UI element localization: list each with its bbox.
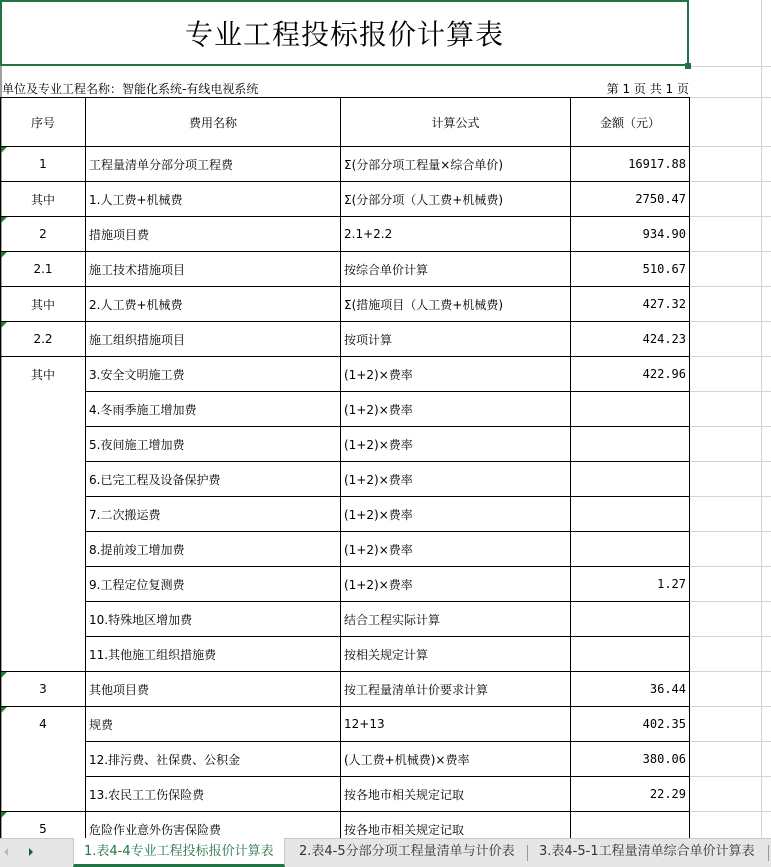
gridline: [689, 531, 771, 532]
sheet-tab-1[interactable]: 1.表4-4专业工程投标报价计算表: [73, 838, 285, 867]
prev-sheet-icon[interactable]: [4, 848, 8, 856]
cell-seq[interactable]: [1, 497, 86, 532]
cell-amount[interactable]: [571, 427, 690, 462]
cell-seq[interactable]: [1, 637, 86, 672]
cell-seq[interactable]: 4: [1, 707, 86, 742]
table-row: [1, 532, 690, 567]
cell-seq[interactable]: 2.2: [1, 322, 86, 357]
table-row: [1, 322, 690, 357]
cell-seq[interactable]: 其中: [1, 287, 86, 322]
cell-amount[interactable]: 510.67: [571, 252, 690, 287]
gridline: [689, 496, 771, 497]
gridline: [689, 776, 771, 777]
gridline: [689, 286, 771, 287]
cell-amount[interactable]: 402.35: [571, 707, 690, 742]
title-cell-selected[interactable]: [0, 0, 689, 66]
cell-formula[interactable]: Σ(分部分项工程量×综合单价): [341, 147, 571, 182]
sheet-tab-bar: [0, 838, 771, 867]
header-formula[interactable]: 计算公式: [341, 98, 571, 147]
cell-formula[interactable]: (1+2)×费率: [341, 392, 571, 427]
gridline: [689, 706, 771, 707]
header-seq[interactable]: 序号: [1, 98, 86, 147]
cell-amount[interactable]: 422.96: [571, 357, 690, 392]
next-sheet-icon[interactable]: [29, 848, 33, 856]
header-amount[interactable]: 金额（元）: [571, 98, 690, 147]
cell-formula[interactable]: 按项计算: [341, 322, 571, 357]
cell-formula[interactable]: (1+2)×费率: [341, 357, 571, 392]
cell-name[interactable]: 9.工程定位复测费: [86, 567, 341, 602]
table-row: [1, 602, 690, 637]
cell-formula[interactable]: 按综合单价计算: [341, 252, 571, 287]
gridline: [689, 636, 771, 637]
gridline: [689, 181, 771, 182]
cell-name[interactable]: 4.冬雨季施工增加费: [86, 392, 341, 427]
gridline: [689, 146, 771, 147]
cell-amount[interactable]: 380.06: [571, 742, 690, 777]
cell-seq[interactable]: [1, 462, 86, 497]
cell-seq[interactable]: [1, 532, 86, 567]
cell-formula[interactable]: (人工费+机械费)×费率: [341, 742, 571, 777]
cell-formula[interactable]: 2.1+2.2: [341, 217, 571, 252]
header-name[interactable]: 费用名称: [86, 98, 341, 147]
fill-handle[interactable]: [685, 63, 691, 69]
page-info: 第 1 页 共 1 页: [606, 82, 689, 96]
gridline: [689, 741, 771, 742]
cell-name[interactable]: 10.特殊地区增加费: [86, 602, 341, 637]
gridline: [689, 426, 771, 427]
cell-name[interactable]: 措施项目费: [86, 217, 341, 252]
cell-amount[interactable]: 16917.88: [571, 147, 690, 182]
error-indicator-icon: [1, 252, 7, 258]
error-indicator-icon: [1, 812, 7, 818]
cost-table: [0, 97, 690, 838]
gridline: [689, 97, 771, 98]
cell-name[interactable]: 11.其他施工组织措施费: [86, 637, 341, 672]
table-row: [1, 427, 690, 462]
gridline: [689, 216, 771, 217]
cell-amount[interactable]: [571, 532, 690, 567]
table-row: [1, 777, 690, 812]
table-row: [1, 147, 690, 182]
table-row: [1, 707, 690, 742]
table-row: [1, 497, 690, 532]
cell-amount[interactable]: 2750.47: [571, 182, 690, 217]
cell-name[interactable]: 3.安全文明施工费: [86, 357, 341, 392]
cell-seq[interactable]: 其中: [1, 357, 86, 392]
error-indicator-icon: [1, 322, 7, 328]
cell-name[interactable]: 12.排污费、社保费、公积金: [86, 742, 341, 777]
cell-formula[interactable]: (1+2)×费率: [341, 567, 571, 602]
cell-formula[interactable]: 12+13: [341, 707, 571, 742]
cell-name[interactable]: 13.农民工工伤保险费: [86, 777, 341, 812]
gridline: [689, 601, 771, 602]
table-row: [1, 252, 690, 287]
cell-seq[interactable]: 2.1: [1, 252, 86, 287]
cell-formula[interactable]: (1+2)×费率: [341, 497, 571, 532]
cell-seq[interactable]: [1, 742, 86, 777]
cell-seq[interactable]: [1, 567, 86, 602]
cell-name[interactable]: 施工技术措施项目: [86, 252, 341, 287]
page-title: 专业工程投标报价计算表: [184, 18, 504, 51]
gridline: [689, 251, 771, 252]
tab-separator: [527, 845, 528, 861]
sheet-tab-2[interactable]: 2.表4-5分部分项工程量清单与计价表: [299, 844, 515, 859]
table-row: [1, 357, 690, 392]
cell-amount[interactable]: 1.27: [571, 567, 690, 602]
cell-formula[interactable]: (1+2)×费率: [341, 462, 571, 497]
cell-formula[interactable]: 按相关规定计算: [341, 637, 571, 672]
cell-name[interactable]: 1.人工费+机械费: [86, 182, 341, 217]
error-indicator-icon: [1, 217, 7, 223]
cell-amount[interactable]: [571, 812, 690, 839]
cell-amount[interactable]: [571, 602, 690, 637]
error-indicator-icon: [1, 707, 7, 713]
table-row: [1, 217, 690, 252]
cell-amount[interactable]: [571, 497, 690, 532]
cell-name[interactable]: 6.已完工程及设备保护费: [86, 462, 341, 497]
cell-seq[interactable]: 3: [1, 672, 86, 707]
cell-name[interactable]: 危险作业意外伤害保险费: [86, 812, 341, 839]
cell-amount[interactable]: 22.29: [571, 777, 690, 812]
cell-formula[interactable]: Σ(措施项目（人工费+机械费): [341, 287, 571, 322]
cell-seq[interactable]: [1, 777, 86, 812]
gridline: [689, 66, 771, 67]
cell-formula[interactable]: (1+2)×费率: [341, 427, 571, 462]
cell-amount[interactable]: 36.44: [571, 672, 690, 707]
gridline: [689, 391, 771, 392]
table-row: [1, 392, 690, 427]
project-name-label: 单位及专业工程名称：智能化系统-有线电视系统: [2, 82, 259, 96]
table-row: [1, 182, 690, 217]
cell-amount[interactable]: [571, 462, 690, 497]
cell-seq[interactable]: 2: [1, 217, 86, 252]
gridline: [689, 461, 771, 462]
cell-name[interactable]: 规费: [86, 707, 341, 742]
table-row: [1, 812, 690, 839]
gridline: [689, 321, 771, 322]
table-row: [1, 672, 690, 707]
table-header-row: [1, 98, 690, 147]
cell-seq[interactable]: [1, 427, 86, 462]
table-row: [1, 287, 690, 322]
cell-amount[interactable]: [571, 637, 690, 672]
cell-name[interactable]: 其他项目费: [86, 672, 341, 707]
tab-separator: [768, 845, 769, 861]
error-indicator-icon: [1, 672, 7, 678]
cell-formula[interactable]: 按工程量清单计价要求计算: [341, 672, 571, 707]
cell-seq[interactable]: 5: [1, 812, 86, 839]
cell-name[interactable]: 8.提前竣工增加费: [86, 532, 341, 567]
subtitle-row: [2, 80, 689, 98]
table-row: [1, 742, 690, 777]
cell-formula[interactable]: 按各地市相关规定记取: [341, 777, 571, 812]
table-row: [1, 637, 690, 672]
gridline: [761, 0, 762, 838]
cell-seq[interactable]: [1, 392, 86, 427]
cell-name[interactable]: 7.二次搬运费: [86, 497, 341, 532]
gridline: [689, 671, 771, 672]
gridline: [689, 566, 771, 567]
cell-amount[interactable]: 424.23: [571, 322, 690, 357]
cell-seq[interactable]: 其中: [1, 182, 86, 217]
cell-formula[interactable]: 按各地市相关规定记取: [341, 812, 571, 839]
table-row: [1, 462, 690, 497]
cell-seq[interactable]: [1, 602, 86, 637]
gridline: [689, 356, 771, 357]
cell-amount[interactable]: 427.32: [571, 287, 690, 322]
table-row: [1, 567, 690, 602]
sheet-tab-3[interactable]: 3.表4-5-1工程量清单综合单价计算表: [539, 844, 755, 859]
cell-name[interactable]: 2.人工费+机械费: [86, 287, 341, 322]
cell-formula[interactable]: 结合工程实际计算: [341, 602, 571, 637]
gridline: [689, 811, 771, 812]
cell-name[interactable]: 施工组织措施项目: [86, 322, 341, 357]
cell-name[interactable]: 工程量清单分部分项工程费: [86, 147, 341, 182]
cell-amount[interactable]: [571, 392, 690, 427]
cell-formula[interactable]: Σ(分部分项（人工费+机械费): [341, 182, 571, 217]
error-indicator-icon: [1, 147, 7, 153]
cell-seq[interactable]: 1: [1, 147, 86, 182]
cell-formula[interactable]: (1+2)×费率: [341, 532, 571, 567]
cell-name[interactable]: 5.夜间施工增加费: [86, 427, 341, 462]
cell-amount[interactable]: 934.90: [571, 217, 690, 252]
